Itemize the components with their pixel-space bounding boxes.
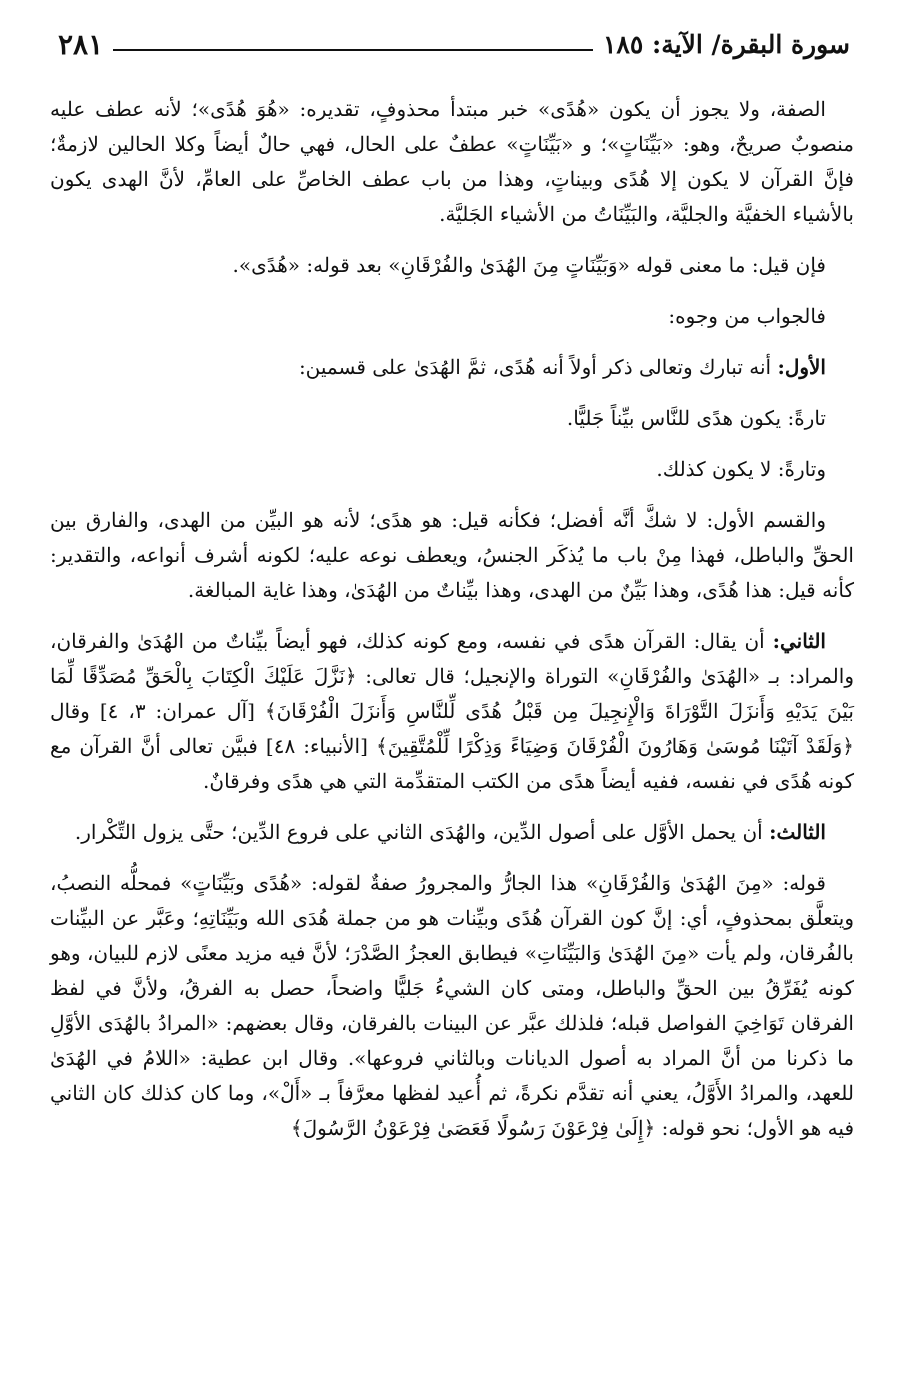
paragraph-text: والقسم الأول: لا شكَّ أنَّه أفضل؛ فكأنه قيل: هو هدًى؛ لأنه هو البيِّن من الهدى، والفارق بين الحقِّ والباطل، فهذا مِنْ باب ما يُذكَر الجنسُ، ويعطف نوعه عليه؛ لكونه أشرف أنواعه، والتقدير: كأنه قيل: هذا هُدًى، وهذا بَيِّنٌ من الهدى، وهذا بيِّناتٌ من الهُدَىٰ، وهذا غاية المبالغة. bbox=[50, 508, 854, 602]
section-lead: الثاني: bbox=[772, 629, 826, 653]
page-number: ٢٨١ bbox=[58, 27, 104, 61]
paragraph bbox=[50, 815, 854, 850]
paragraph bbox=[50, 503, 854, 608]
paragraph bbox=[50, 452, 854, 487]
paragraph bbox=[50, 92, 854, 232]
paragraph-text: وتارةً: لا يكون كذلك. bbox=[656, 457, 826, 481]
section-lead: الأول: bbox=[777, 355, 826, 379]
paragraph-text: الصفة، ولا يجوز أن يكون «هُدًى» خبر مبتدأ محذوفٍ، تقديره: «هُوَ هُدًى»؛ لأنه عطف عليه منصوبٌ صريحٌ، وهو: «بَيِّنَاتٍ»؛ و «بَيِّنَاتٍ» عطفٌ على الحال، فهي حالٌ أيضاً وكلا الحالين لازمةٌ؛ فإنَّ القرآن لا يكون إلا هُدًى وبيناتٍ، وهذا من باب عطف الخاصِّ على العامِّ، لأنَّ الهدى يكون بالأشياء الخفيَّة والجليَّة، والبَيِّنَاتُ من الأشياء الجَليَّة. bbox=[50, 97, 854, 226]
paragraph-text: أنه تبارك وتعالى ذكر أولاً أنه هُدًى، ثمَّ الهُدَىٰ على قسمين: bbox=[298, 355, 778, 379]
paragraph-text: تارةً: يكون هدًى للنَّاس بيِّناً جَليًّا. bbox=[566, 406, 826, 430]
page-header bbox=[58, 22, 850, 66]
page-body bbox=[50, 92, 854, 1146]
sura-ayah-heading: سورة البقرة/ الآية: ١٨٥ bbox=[602, 29, 850, 59]
paragraph bbox=[50, 248, 854, 283]
paragraph-text: أن يحمل الأوَّل على أصول الدِّين، والهُدَى الثاني على فروع الدِّين؛ حتَّى يزول التِّكْرار. bbox=[74, 820, 770, 844]
paragraph-text: فالجواب من وجوه: bbox=[668, 304, 826, 328]
section-lead: الثالث: bbox=[769, 820, 826, 844]
paragraph-text: أن يقال: القرآن هدًى في نفسه، ومع كونه كذلك، فهو أيضاً بيِّناتٌ من الهُدَىٰ والفرقان، والمراد: بـ «الهُدَىٰ والفُرْقَانِ» التوراة والإنجيل؛ قال تعالى: ﴿نَزَّلَ عَلَيْكَ الْكِتَابَ بِالْحَقِّ مُصَدِّقًا لِّمَا بَيْنَ يَدَيْهِ وَأَنزَلَ التَّوْرَاةَ وَالْإِنجِيلَ مِن قَبْلُ هُدًى لِّلنَّاسِ وَأَنزَلَ الْفُرْقَانَ﴾ [آل عمران: ٣، ٤] وقال ﴿وَلَقَدْ آتَيْنَا مُوسَىٰ وَهَارُونَ الْفُرْقَانَ وَضِيَاءً وَذِكْرًا لِّلْمُتَّقِينَ﴾ [الأنبياء: ٤٨] فبيَّن تعالى أنَّ القرآن مع كونه هُدًى في نفسه، ففيه أيضاً هدًى من الكتب المتقدِّمة التي هي هدًى وفرقانٌ. bbox=[50, 629, 854, 793]
paragraph bbox=[50, 299, 854, 334]
paragraph bbox=[50, 866, 854, 1146]
header-rule bbox=[113, 49, 593, 51]
paragraph bbox=[50, 350, 854, 385]
paragraph bbox=[50, 624, 854, 799]
paragraph-text: فإن قيل: ما معنى قوله «وَبَيِّنَاتٍ مِنَ الهُدَىٰ والفُرْقَانِ» بعد قوله: «هُدًى». bbox=[232, 253, 826, 277]
paragraph-text: قوله: «مِنَ الهُدَىٰ وَالفُرْقَانِ» هذا الجارُّ والمجرورُ صفةٌ لقوله: «هُدًى وبَيِّنَاتٍ» فمحلُّه النصبُ، ويتعلَّق بمحذوفٍ، أي: إنَّ كون القرآن هُدًى وبيِّنات هو من جملة هُدَى الله وبَيِّنَاتِهِ؛ وعَبَّر عن البيِّنات بالفُرقان، ولم يأت «مِنَ الهُدَىٰ وَالبَيِّنَاتِ» فيطابق العجزُ الصَّدْرَ؛ لأنَّ فيه مزيد معنًى لازم للبيان، وهو كونه يُفَرِّقُ بين الحقِّ والباطل، ومتى كان الشيءُ جَليًّا واضحاً، حصل به الفرقُ، ولأنَّ في لفظ الفرقان تَوَاخِيَ الفواصل قبله؛ فلذلك عبَّر عن البينات بالفرقان، وقال بعضهم: «المرادُ بالهُدَى الأوَّلِ ما ذكرنا من أنَّ المراد به أصول الديانات وبالثاني فروعها». وقال ابن عطية: «اللامُ في الهُدَىٰ للعهد، والمرادُ الأَوَّلُ، يعني أنه تقدَّم نكرةً، ثم أُعيد لفظها معرَّفاً بـ «أَلْ»، وما كان كذلك كان الثاني فيه هو الأول؛ نحو قوله: ﴿إِلَىٰ فِرْعَوْنَ رَسُولًا فَعَصَىٰ فِرْعَوْنُ الرَّسُولَ﴾ bbox=[50, 871, 855, 1140]
paragraph bbox=[50, 401, 854, 436]
